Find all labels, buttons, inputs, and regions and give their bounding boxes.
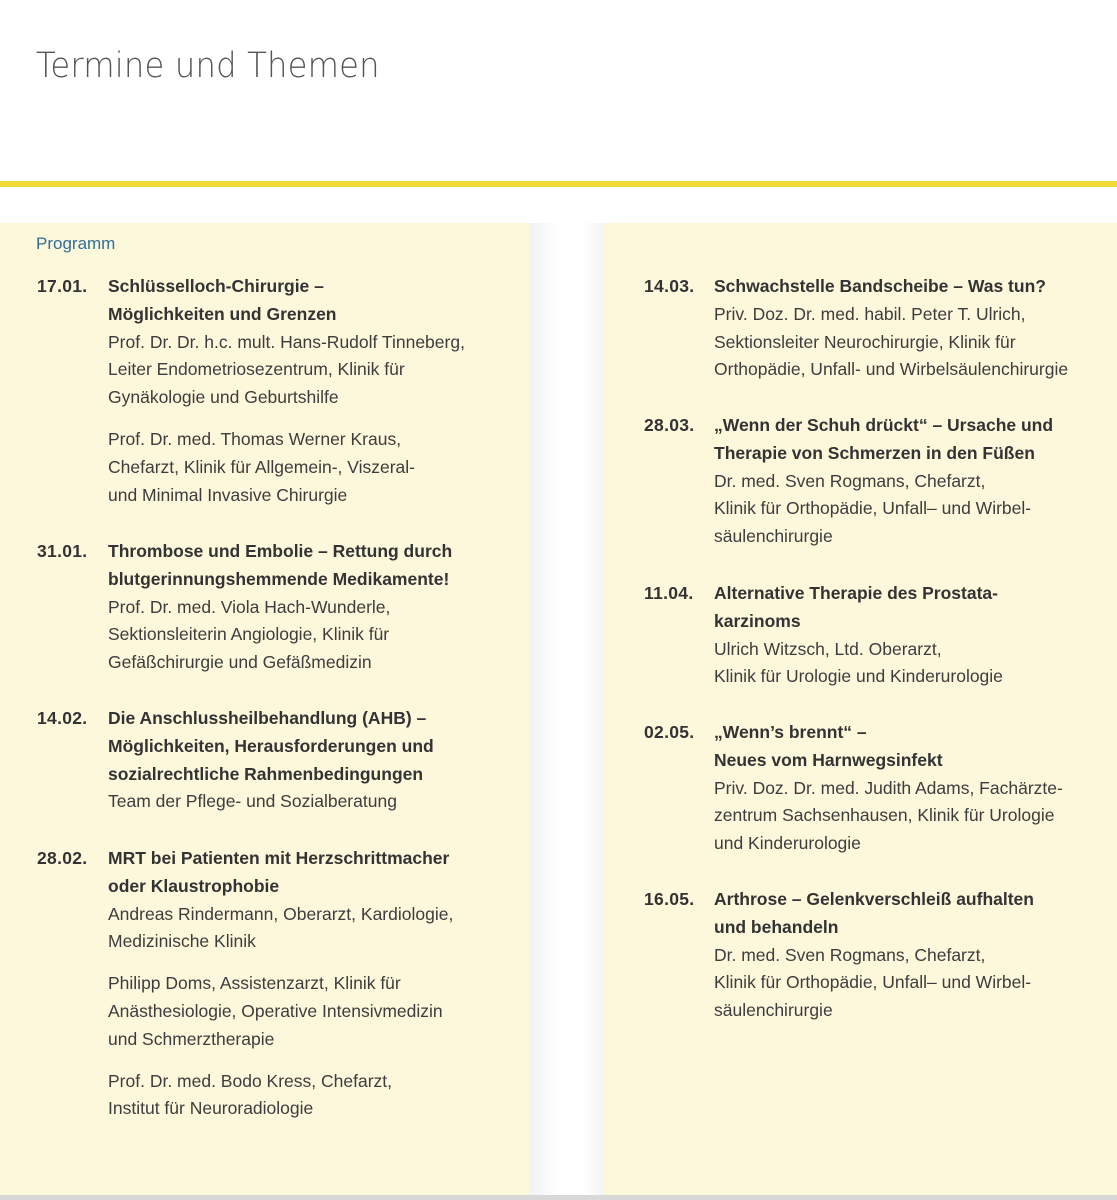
entry-speaker <box>108 594 528 677</box>
topic-line: Möglichkeiten, Herausforderungen und <box>108 735 434 756</box>
speaker-line: zentrum Sachsenhausen, Klinik für Urologie <box>714 805 1055 826</box>
topic-line: Schlüsselloch-Chirurgie – <box>108 276 324 296</box>
entry-speaker <box>714 942 1117 1025</box>
speaker-line: säulenchirurgie <box>714 1000 833 1021</box>
topic-line: oder Klaustrophobie <box>108 875 280 896</box>
topic-line: blutgerinnungshemmende Medikamente! <box>108 568 450 589</box>
speaker-line: Prof. Dr. Dr. h.c. mult. Hans-Rudolf Tinneberg, <box>108 331 465 352</box>
topic-line: MRT bei Patienten mit Herzschrittmacher <box>108 848 450 868</box>
speaker-line: und Schmerztherapie <box>108 1028 275 1049</box>
entry-speaker <box>108 788 528 816</box>
entry-body <box>108 845 528 1123</box>
entry-body <box>714 412 1117 551</box>
entry-speaker <box>714 636 1117 692</box>
entry-body <box>108 705 528 816</box>
entry-body <box>714 273 1117 384</box>
speaker-line: Gynäkologie und Geburtshilfe <box>108 387 339 408</box>
entry-speaker <box>108 970 528 1053</box>
entry-topic <box>714 273 1117 301</box>
speaker-line: Dr. med. Sven Rogmans, Chefarzt, <box>714 470 986 491</box>
entry-body <box>714 886 1117 1025</box>
topic-line: „Wenn der Schuh drückt“ – Ursache und <box>714 415 1054 435</box>
speaker-line: Dr. med. Sven Rogmans, Chefarzt, <box>714 944 986 965</box>
topic-line: Schwachstelle Bandscheibe – Was tun? <box>714 276 1046 296</box>
entry-speaker <box>108 901 528 957</box>
speaker-line: Institut für Neuroradiologie <box>108 1098 314 1119</box>
entry-speaker <box>714 775 1117 858</box>
entry-date: 16.05. <box>644 889 695 909</box>
speaker-line: Sektionsleiter Neurochirurgie, Klinik für <box>714 331 1016 352</box>
speaker-line: Ulrich Witzsch, Ltd. Oberarzt, <box>714 638 942 659</box>
section-label-programm: Programm <box>36 234 116 253</box>
speaker-line: und Kinderurologie <box>714 833 861 854</box>
speaker-line: Klinik für Orthopädie, Unfall– und Wirbel- <box>714 972 1032 993</box>
speaker-line: Prof. Dr. med. Bodo Kress, Chefarzt, <box>108 1070 392 1091</box>
speaker-line: Orthopädie, Unfall- und Wirbelsäulenchirurgie <box>714 359 1069 380</box>
speaker-line: Sektionsleiterin Angiologie, Klinik für <box>108 624 390 645</box>
speaker-line: säulenchirurgie <box>714 526 833 547</box>
speaker-line: Priv. Doz. Dr. med. habil. Peter T. Ulrich, <box>714 303 1026 324</box>
entry-speaker <box>108 426 528 509</box>
topic-line: Thrombose und Embolie – Rettung durch <box>108 541 453 561</box>
speaker-line: Klinik für Urologie und Kinderurologie <box>714 666 1003 687</box>
speaker-line: Prof. Dr. med. Thomas Werner Kraus, <box>108 428 402 449</box>
page-title: Termine und Themen <box>36 46 380 86</box>
entry-topic <box>714 412 1117 468</box>
entry-topic <box>714 719 1117 775</box>
speaker-line: Priv. Doz. Dr. med. Judith Adams, Fachärzte- <box>714 777 1063 798</box>
topic-line: Die Anschlussheilbehandlung (AHB) – <box>108 708 427 728</box>
speaker-line: Gefäßchirurgie und Gefäßmedizin <box>108 652 372 673</box>
entry-topic <box>714 580 1117 636</box>
topic-line: karzinoms <box>714 610 801 631</box>
speaker-line: Team der Pflege- und Sozialberatung <box>108 791 397 812</box>
entry-date: 14.03. <box>644 276 695 296</box>
topic-line: Möglichkeiten und Grenzen <box>108 303 337 324</box>
topic-line: Therapie von Schmerzen in den Füßen <box>714 442 1035 463</box>
entry-speaker <box>108 329 528 412</box>
speaker-line: Chefarzt, Klinik für Allgemein-, Viszeral- <box>108 456 416 477</box>
topic-line: Neues vom Harnwegsinfekt <box>714 749 943 770</box>
entry-date: 28.03. <box>644 415 695 435</box>
entry-body <box>108 273 528 509</box>
bottom-border <box>0 1195 1117 1200</box>
entry-topic <box>108 538 528 594</box>
speaker-line: Klinik für Orthopädie, Unfall– und Wirbel- <box>714 498 1032 519</box>
speaker-line: Philipp Doms, Assistenzarzt, Klinik für <box>108 973 401 994</box>
speaker-line: Leiter Endometriosezentrum, Klinik für <box>108 359 405 380</box>
topic-line: Alternative Therapie des Prostata- <box>714 583 998 603</box>
entry-body <box>714 719 1117 858</box>
entry-date: 28.02. <box>37 848 88 868</box>
speaker-line: und Minimal Invasive Chirurgie <box>108 484 348 505</box>
entry-topic <box>714 886 1117 942</box>
speaker-line: Prof. Dr. med. Viola Hach-Wunderle, <box>108 596 391 617</box>
entry-date: 11.04. <box>644 583 694 603</box>
entry-speaker <box>714 468 1117 551</box>
entry-topic <box>108 845 528 901</box>
topic-line: sozialrechtliche Rahmenbedingungen <box>108 763 424 784</box>
entry-body <box>108 538 528 677</box>
speaker-line: Anästhesiologie, Operative Intensivmedizin <box>108 1000 443 1021</box>
entry-topic <box>108 705 528 788</box>
entry-speaker <box>714 301 1117 384</box>
entry-date: 17.01. <box>37 276 88 296</box>
topic-line: „Wenn’s brennt“ – <box>714 722 867 742</box>
entry-body <box>714 580 1117 691</box>
entry-date: 31.01. <box>37 541 88 561</box>
entry-date: 14.02. <box>37 708 88 728</box>
speaker-line: Andreas Rindermann, Oberarzt, Kardiologie, <box>108 903 454 924</box>
entry-speaker <box>108 1068 528 1124</box>
speaker-line: Medizinische Klinik <box>108 931 256 952</box>
entry-topic <box>108 273 528 329</box>
topic-line: und behandeln <box>714 916 839 937</box>
entry-date: 02.05. <box>644 722 695 742</box>
column-gutter <box>530 223 604 1195</box>
yellow-divider <box>0 181 1117 187</box>
topic-line: Arthrose – Gelenkverschleiß aufhalten <box>714 889 1034 909</box>
